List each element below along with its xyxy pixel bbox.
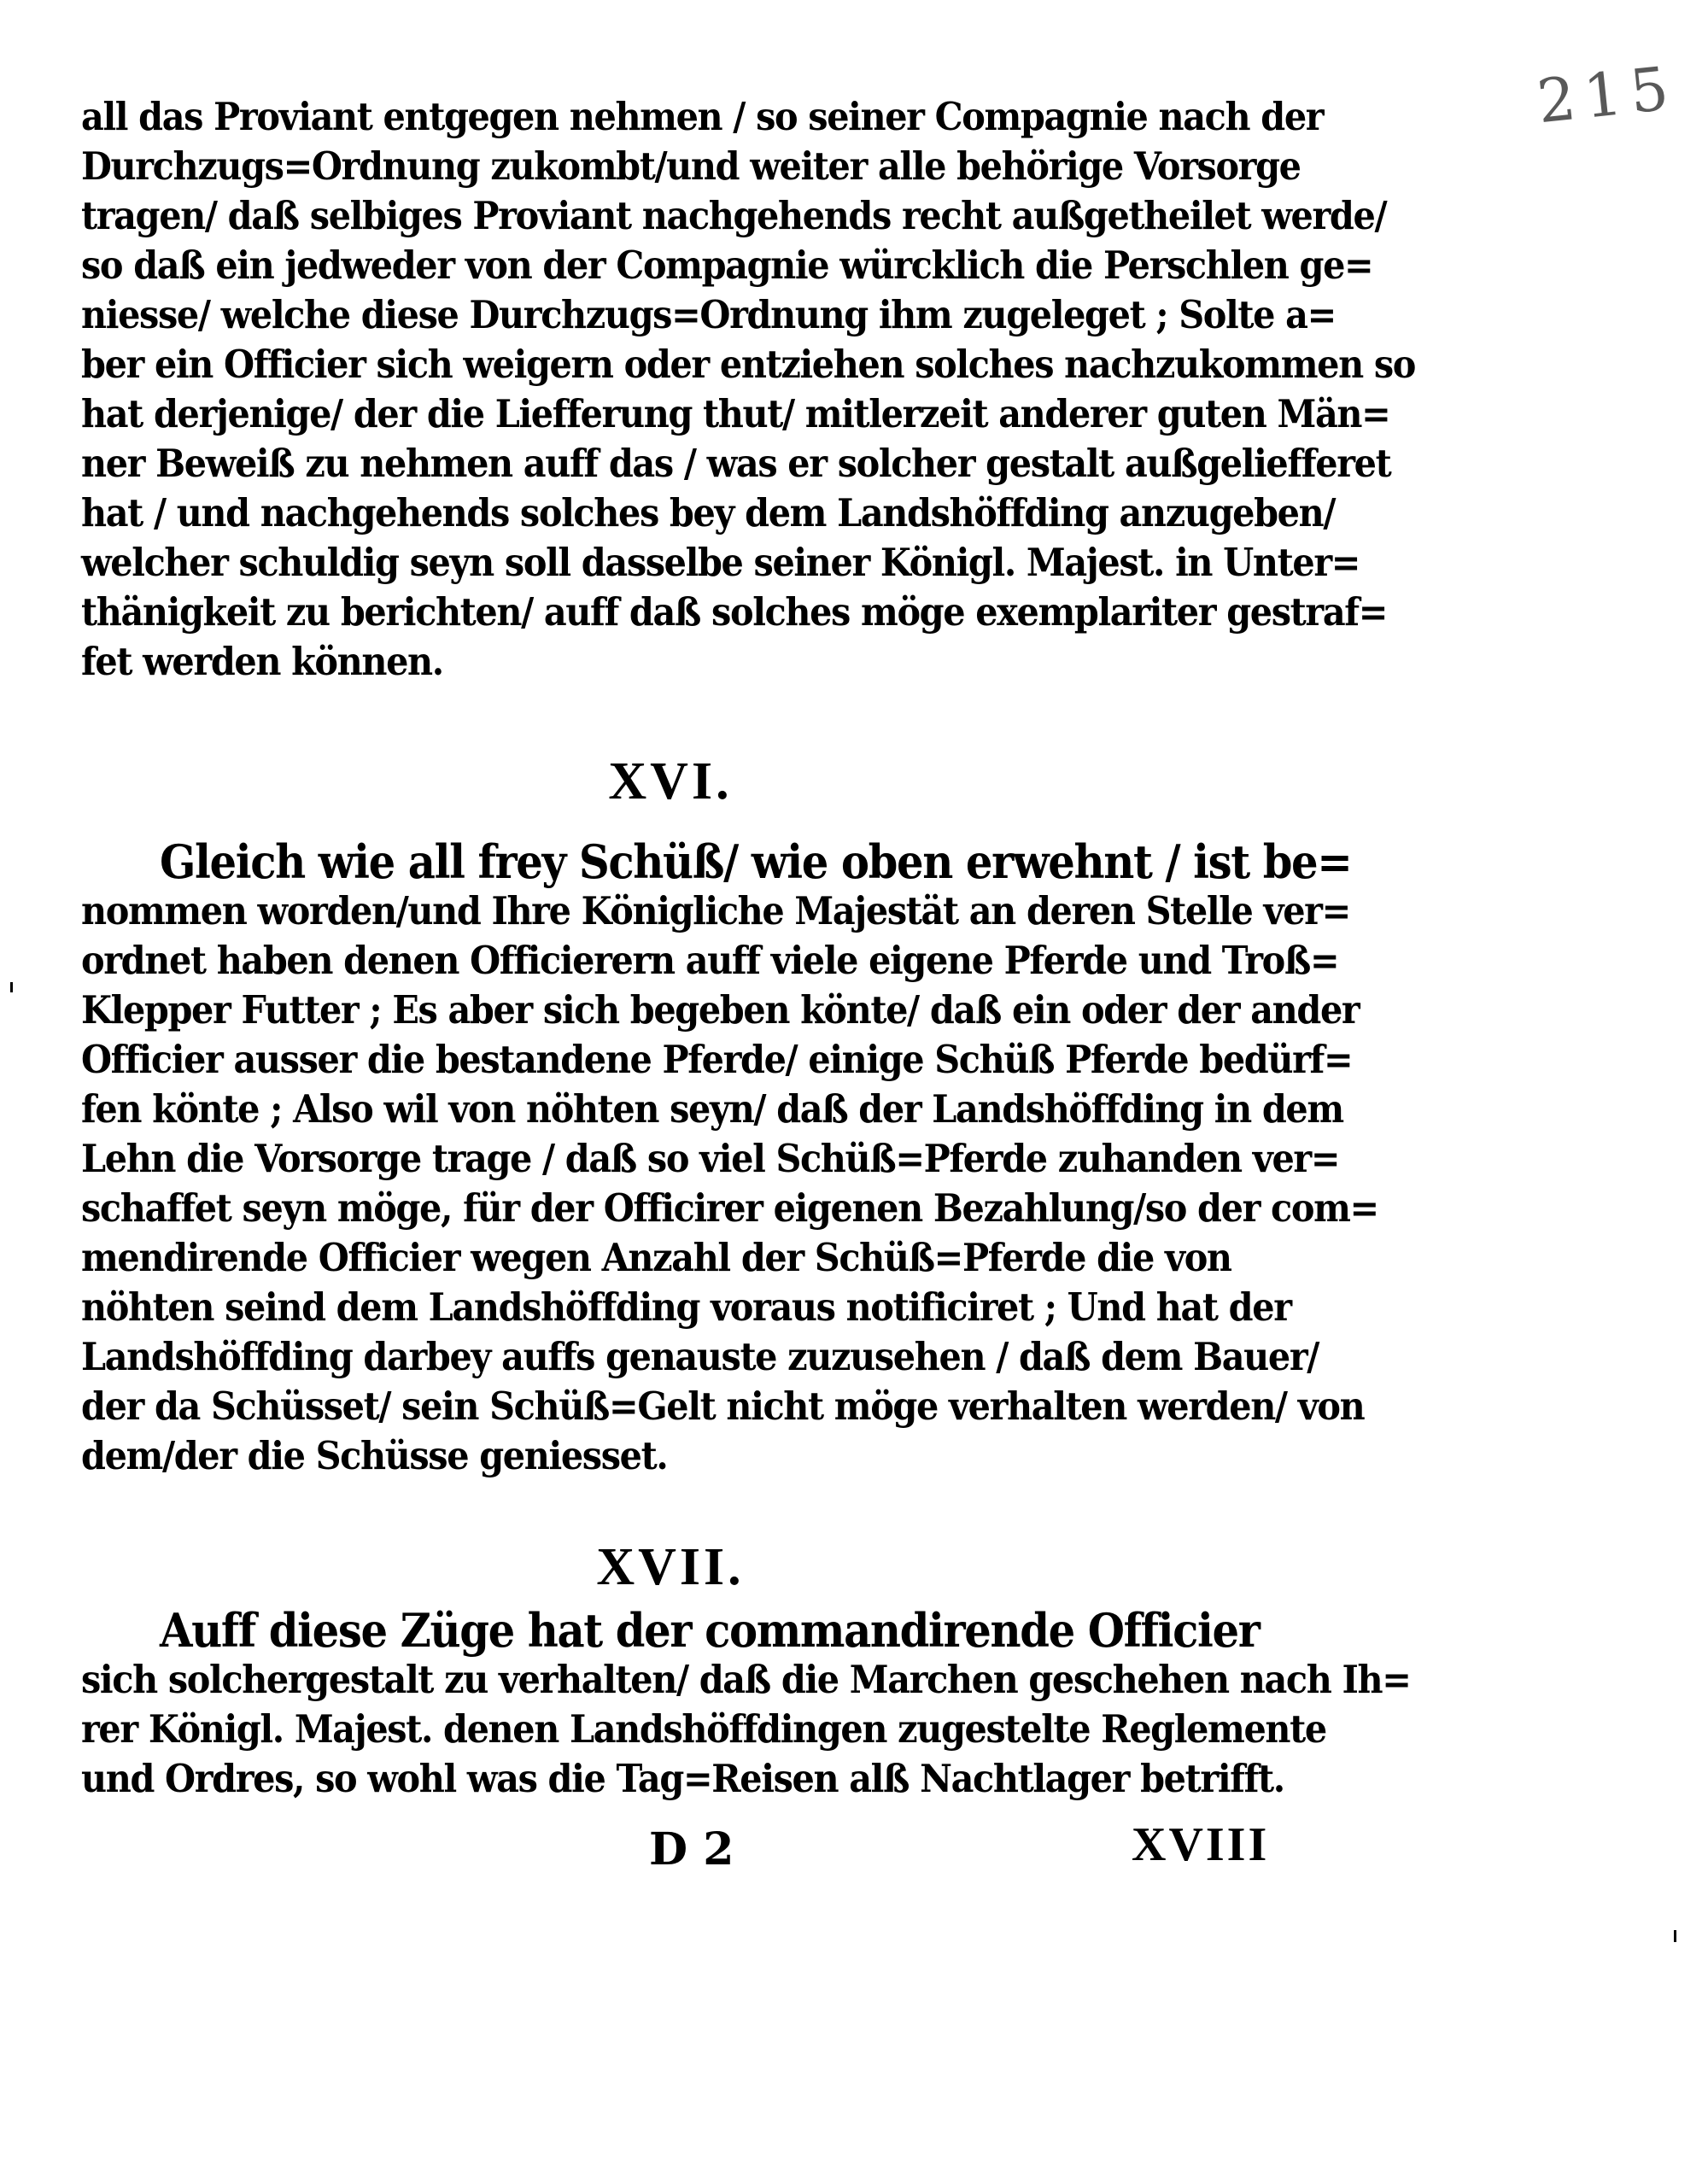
- scan-speck: [1674, 1930, 1676, 1942]
- text-line: schaffet seyn möge, für der Officirer eigenen Bezahlung/so der com=: [81, 1185, 1378, 1231]
- text-line: rer Königl. Majest. denen Landshöffdingen zugestelte Reglemente: [81, 1706, 1326, 1752]
- text-line: fet werden können.: [81, 639, 443, 684]
- text-line: Lehn die Vorsorge trage / daß so viel Schüß=Pferde zuhanden ver=: [81, 1136, 1340, 1181]
- text-line: welcher schuldig seyn soll dasselbe seiner Königl. Majest. in Unter=: [81, 540, 1360, 585]
- text-line: niesse/ welche diese Durchzugs=Ordnung ihm zugeleget ; Solte a=: [81, 292, 1336, 337]
- text-line: dem/der die Schüsse geniesset.: [81, 1433, 668, 1478]
- text-line: ber ein Officier sich weigern oder entziehen solches nachzukommen so: [81, 342, 1416, 387]
- text-line: mendirende Officier wegen Anzahl der Schüß=Pferde die von: [81, 1235, 1231, 1280]
- text-line: fen könte ; Also wil von nöhten seyn/ daß der Landshöffding in dem: [81, 1086, 1343, 1132]
- text-line: Auff diese Züge hat der commandirende Officier: [160, 1603, 1260, 1658]
- text-line: Gleich wie all frey Schüß/ wie oben erwehnt / ist be=: [160, 834, 1352, 889]
- text-line: so daß ein jedweder von der Compagnie würcklich die Perschlen ge=: [81, 243, 1373, 288]
- text-line: Officier ausser die bestandene Pferde/ einige Schüß Pferde bedürf=: [81, 1037, 1353, 1082]
- text-line: hat / und nachgehends solches bey dem Landshöffding anzugeben/: [81, 490, 1336, 535]
- text-line: ordnet haben denen Officierern auff viele eigene Pferde und Troß=: [81, 938, 1339, 983]
- section-heading-xvi: XVI.: [608, 752, 733, 810]
- paragraph-continuation: [81, 92, 1416, 687]
- section-16-paragraph: [81, 834, 1378, 1481]
- text-line: Durchzugs=Ordnung zukombt/und weiter alle behörige Vorsorge: [81, 143, 1301, 189]
- text-line: thänigkeit zu berichten/ auff daß solches möge exemplariter gestraf=: [81, 589, 1388, 635]
- text-line: Landshöffding darbey auffs genauste zuzusehen / daß dem Bauer/: [81, 1334, 1319, 1379]
- text-line: und Ordres, so wohl was die Tag=Reisen alß Nachtlager betrifft.: [81, 1756, 1284, 1801]
- text-line: der da Schüsset/ sein Schüß=Gelt nicht möge verhalten werden/ von: [81, 1384, 1365, 1429]
- text-line: tragen/ daß selbiges Proviant nachgehends recht außgetheilet werde/: [81, 193, 1387, 238]
- text-line: hat derjenige/ der die Liefferung thut/ mitlerzeit anderer guten Män=: [81, 391, 1390, 436]
- section-17-paragraph: [81, 1603, 1411, 1804]
- catchword: XVIII: [1132, 1818, 1270, 1871]
- text-line: ner Beweiß zu nehmen auff das / was er solcher gestalt außgeliefferet: [81, 441, 1391, 486]
- handwritten-page-number: 215: [1534, 52, 1681, 137]
- text-line: sich solchergestalt zu verhalten/ daß die Marchen geschehen nach Ih=: [81, 1657, 1411, 1702]
- text-line: nommen worden/und Ihre Königliche Majestät an deren Stelle ver=: [81, 888, 1350, 933]
- section-heading-xvii: XVII.: [596, 1538, 745, 1596]
- signature-mark: D 2: [649, 1823, 734, 1875]
- text-line: all das Proviant entgegen nehmen / so seiner Compagnie nach der: [81, 94, 1324, 139]
- scan-speck: [10, 982, 13, 992]
- text-line: Klepper Futter ; Es aber sich begeben könte/ daß ein oder der ander: [81, 987, 1360, 1033]
- text-line: nöhten seind dem Landshöffding voraus notificiret ; Und hat der: [81, 1284, 1291, 1330]
